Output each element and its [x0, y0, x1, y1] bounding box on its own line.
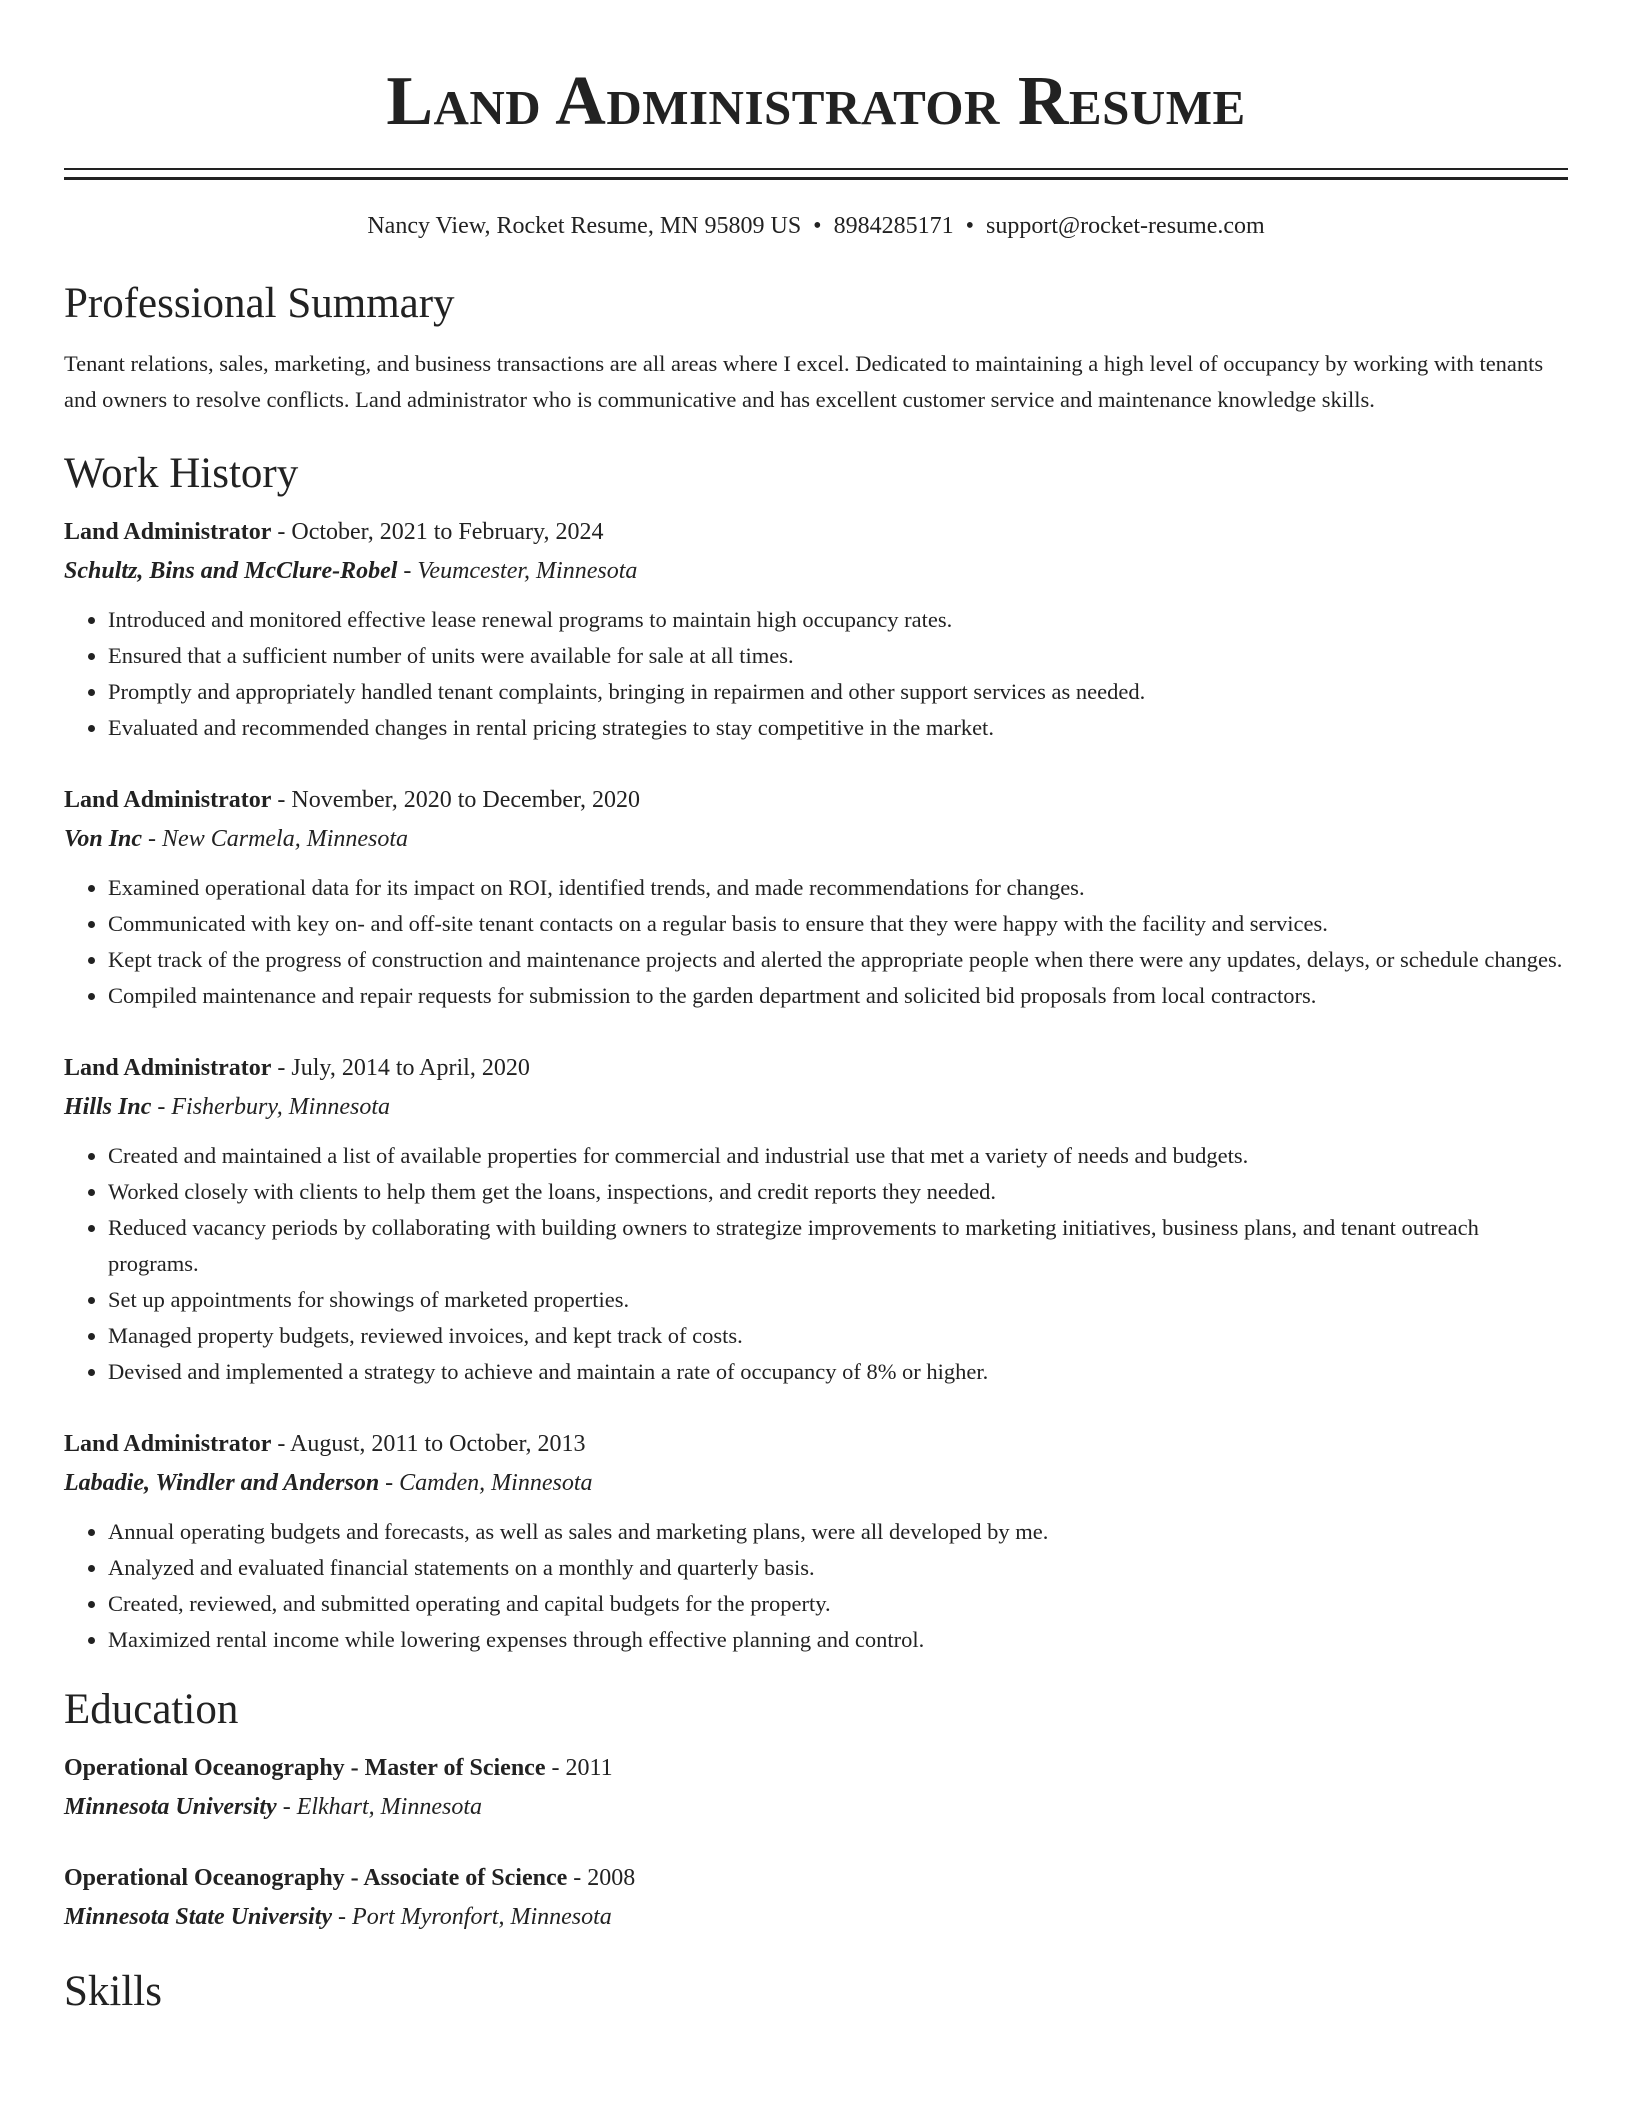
job-bullet: • Analyzed and evaluated financial statements on a monthly and quarterly basis. — [108, 1550, 1568, 1586]
job-dates: November, 2020 to December, 2020 — [291, 787, 641, 813]
school-name: Minnesota State University — [64, 1904, 333, 1930]
job-bullet: • Set up appointments for showings of marketed properties. — [108, 1282, 1568, 1318]
contact-email: support@rocket-resume.com — [985, 213, 1265, 239]
job-bullet: • Reduced vacancy periods by collaborating with building owners to strategize improvements to marketing initiatives, business plans, and tenant outreach programs. — [108, 1210, 1568, 1282]
job-bullets — [64, 1514, 1568, 1658]
dash-separator: - — [567, 1865, 588, 1891]
school-name: Minnesota University — [64, 1794, 277, 1820]
job-bullet: • Managed property budgets, reviewed invoices, and kept track of costs. — [108, 1318, 1568, 1354]
company-location: Fisherbury, Minnesota — [171, 1094, 391, 1120]
job-bullet: • Annual operating budgets and forecasts, as well as sales and marketing plans, were all developed by me. — [108, 1514, 1568, 1550]
company-name: Schultz, Bins and McClure-Robel — [64, 558, 398, 584]
company-line — [64, 552, 1568, 590]
degree-name: Operational Oceanography - Associate of Science — [64, 1865, 568, 1891]
dash-separator: - — [151, 1094, 172, 1120]
school-line — [64, 1788, 1568, 1826]
degree-name: Operational Oceanography - Master of Science — [64, 1755, 546, 1781]
job-title-line — [64, 512, 1568, 552]
contact-separator: • — [813, 213, 822, 239]
education-entry — [64, 1748, 1568, 1826]
title-double-rule — [64, 168, 1568, 180]
job-dates: July, 2014 to April, 2020 — [291, 1055, 530, 1081]
job-entry — [64, 1048, 1568, 1390]
job-dates: October, 2021 to February, 2024 — [291, 519, 604, 545]
job-bullets — [64, 870, 1568, 1014]
job-bullet: • Maximized rental income while lowering expenses through effective planning and control. — [108, 1622, 1568, 1658]
company-location: New Carmela, Minnesota — [162, 826, 409, 852]
dash-separator: - — [545, 1755, 566, 1781]
summary-text: Tenant relations, sales, marketing, and business transactions are all areas where I excel. Dedicated to maintaining a high level of occupancy by working with tenants and owners to resolve conflicts. Land administrator who is communicative and has excellent customer service and maintenance knowledge skills. — [64, 351, 1544, 412]
school-location: Elkhart, Minnesota — [296, 1794, 482, 1820]
education-entry — [64, 1858, 1568, 1936]
skills-heading: Skills — [64, 1968, 162, 2015]
job-bullets — [64, 602, 1568, 746]
job-bullet: • Examined operational data for its impact on ROI, identified trends, and made recommendations for changes. — [108, 870, 1568, 906]
job-entry — [64, 512, 1568, 746]
company-name: Labadie, Windler and Anderson — [64, 1470, 380, 1496]
degree-line — [64, 1858, 1568, 1898]
school-location: Port Myronfort, Minnesota — [352, 1904, 612, 1930]
job-bullet: • Compiled maintenance and repair requests for submission to the garden department and solicited bid proposals from local contractors. — [108, 978, 1568, 1014]
job-bullet: • Created and maintained a list of available properties for commercial and industrial use that met a variety of needs and budgets. — [108, 1138, 1568, 1174]
degree-year: 2008 — [587, 1865, 636, 1891]
job-title: Land Administrator — [64, 1431, 272, 1457]
job-title-line — [64, 780, 1568, 820]
resume-page — [64, 0, 1568, 2018]
dash-separator: - — [271, 519, 292, 545]
job-bullet: • Evaluated and recommended changes in rental pricing strategies to stay competitive in the market. — [108, 710, 1568, 746]
contact-phone: 8984285171 — [833, 213, 954, 239]
dash-separator: - — [271, 787, 292, 813]
contact-address: Nancy View, Rocket Resume, MN 95809 US — [367, 213, 802, 239]
dash-separator: - — [271, 1431, 291, 1457]
job-bullet: • Communicated with key on- and off-site tenant contacts on a regular basis to ensure that they were happy with the facility and services. — [108, 906, 1568, 942]
job-title-line — [64, 1048, 1568, 1088]
job-entry — [64, 780, 1568, 1014]
degree-year: 2011 — [565, 1755, 613, 1781]
job-title-line — [64, 1424, 1568, 1464]
job-bullet: • Introduced and monitored effective lease renewal programs to maintain high occupancy rates. — [108, 602, 1568, 638]
company-name: Hills Inc — [64, 1094, 152, 1120]
company-location: Camden, Minnesota — [399, 1470, 593, 1496]
education-heading: Education — [64, 1686, 239, 1733]
dash-separator: - — [142, 826, 163, 852]
resume-title: Land Administrator Resume — [386, 63, 1246, 140]
contact-line — [64, 210, 1568, 242]
job-bullet: • Devised and implemented a strategy to achieve and maintain a rate of occupancy of 8% or higher. — [108, 1354, 1568, 1390]
dash-separator: - — [271, 1055, 292, 1081]
job-bullet: • Worked closely with clients to help them get the loans, inspections, and credit reports they needed. — [108, 1174, 1568, 1210]
summary-heading: Professional Summary — [64, 280, 455, 327]
job-bullet: • Promptly and appropriately handled tenant complaints, bringing in repairmen and other support services as needed. — [108, 674, 1568, 710]
dash-separator: - — [379, 1470, 400, 1496]
company-line — [64, 1088, 1568, 1126]
company-location: Veumcester, Minnesota — [417, 558, 638, 584]
company-name: Von Inc — [64, 826, 143, 852]
job-bullet: • Kept track of the progress of construction and maintenance projects and alerted the appropriate people when there were any updates, delays, or schedule changes. — [108, 942, 1568, 978]
job-bullets — [64, 1138, 1568, 1390]
job-dates: August, 2011 to October, 2013 — [290, 1431, 586, 1457]
degree-line — [64, 1748, 1568, 1788]
job-title: Land Administrator — [64, 787, 272, 813]
job-bullet: • Created, reviewed, and submitted operating and capital budgets for the property. — [108, 1586, 1568, 1622]
contact-separator: • — [965, 213, 974, 239]
job-title: Land Administrator — [64, 519, 272, 545]
company-line — [64, 820, 1568, 858]
work-history-heading: Work History — [64, 450, 299, 497]
job-title: Land Administrator — [64, 1055, 272, 1081]
school-line — [64, 1898, 1568, 1936]
company-line — [64, 1464, 1568, 1502]
job-entry — [64, 1424, 1568, 1658]
job-bullet: • Ensured that a sufficient number of units were available for sale at all times. — [108, 638, 1568, 674]
dash-separator: - — [397, 558, 418, 584]
dash-separator: - — [332, 1904, 353, 1930]
dash-separator: - — [276, 1794, 297, 1820]
